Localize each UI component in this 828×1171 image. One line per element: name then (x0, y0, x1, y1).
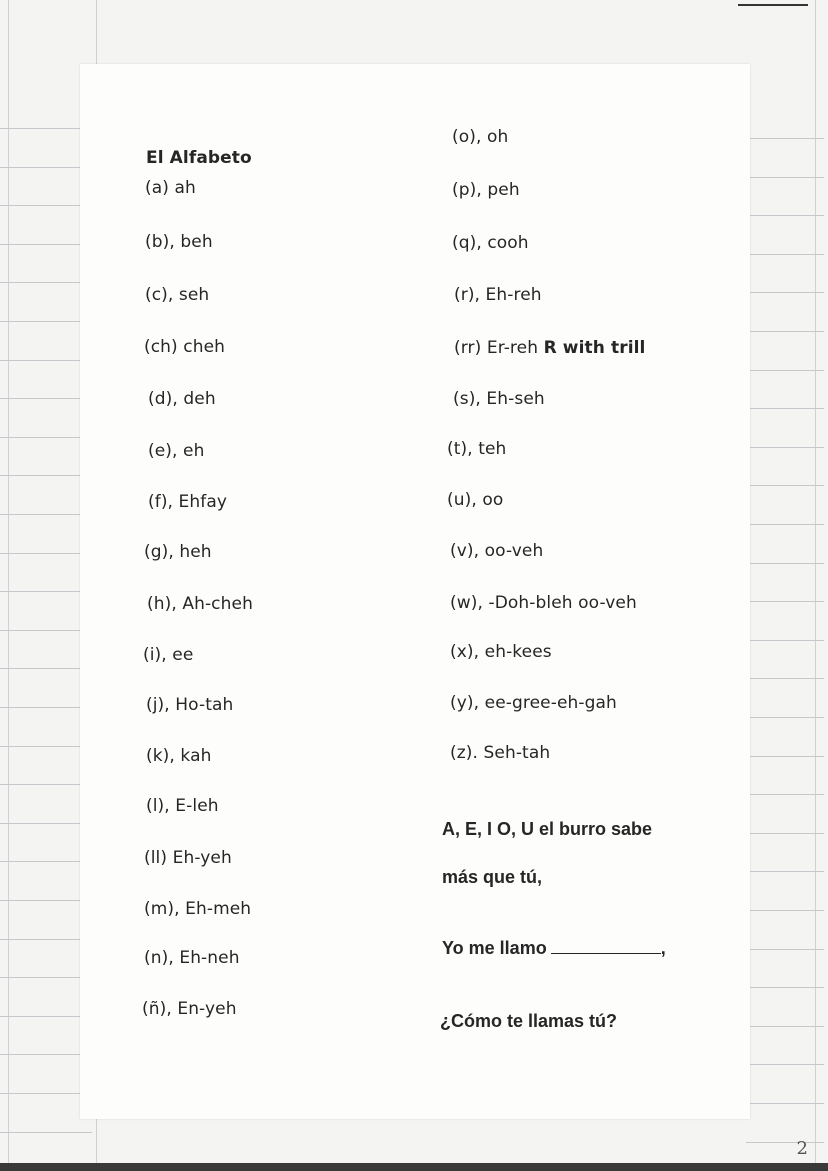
ruled-line-right (746, 717, 824, 718)
letter-d: (d), deh (148, 389, 216, 409)
ruled-line-right (746, 987, 824, 988)
ruled-line-right (746, 524, 824, 525)
letter-l: (l), E-leh (146, 796, 219, 816)
name-prompt-line (442, 938, 666, 959)
ruled-line-right (746, 910, 824, 911)
binder-edge (815, 0, 816, 1171)
letter-c: (c), seh (145, 285, 210, 305)
letter-w: (w), -Doh-bleh oo-veh (450, 593, 637, 613)
ruled-line-right (746, 1026, 824, 1027)
ruled-line-right (746, 408, 824, 409)
scan-bottom-edge (0, 1163, 828, 1171)
letter-t: (t), teh (447, 439, 507, 459)
document-title: El Alfabeto (146, 148, 252, 168)
ruled-line-right (746, 563, 824, 564)
ruled-line-left (0, 591, 92, 592)
ruled-line-right (746, 1064, 824, 1065)
ruled-line-left (0, 784, 92, 785)
ruled-line-left (0, 977, 92, 978)
ruled-line-right (746, 1103, 824, 1104)
ruled-line-left (0, 360, 92, 361)
ruled-line-left (0, 321, 92, 322)
ruled-line-left (0, 861, 92, 862)
ruled-line-right (746, 756, 824, 757)
letter-ll: (ll) Eh-yeh (144, 848, 232, 868)
letter-o: (o), oh (452, 127, 509, 147)
ruled-line-left (0, 1093, 92, 1094)
name-prompt: Yo me llamo (442, 938, 547, 958)
ruled-line-left (0, 282, 92, 283)
ruled-line-right (746, 331, 824, 332)
ruled-line-right (746, 138, 824, 139)
ruled-line-right (746, 794, 824, 795)
top-mark (738, 4, 808, 6)
ruled-line-right (746, 485, 824, 486)
ruled-line-left (0, 707, 92, 708)
letter-k: (k), kah (146, 746, 212, 766)
letter-a: (a) ah (145, 178, 196, 198)
letter-i: (i), ee (143, 645, 194, 665)
ruled-line-left (0, 475, 92, 476)
ruled-line-right (746, 370, 824, 371)
ruled-line-right (746, 871, 824, 872)
ruled-line-left (0, 939, 92, 940)
letter-rr (454, 338, 645, 358)
page-number: 2 (796, 1138, 808, 1159)
ruled-line-left (0, 244, 92, 245)
name-blank-comma: , (660, 938, 666, 958)
ruled-line-left (0, 1016, 92, 1017)
letter-rr-text: (rr) Er-reh (454, 338, 539, 358)
letter-r: (r), Eh-reh (454, 285, 542, 305)
letter-z: (z). Seh-tah (450, 743, 551, 763)
ruled-line-left (0, 128, 92, 129)
name-blank-line[interactable] (551, 939, 661, 954)
letter-n: (n), Eh-neh (144, 948, 240, 968)
ruled-line-right (746, 292, 824, 293)
question-line: ¿Cómo te llamas tú? (440, 1011, 618, 1031)
letter-e: (e), eh (148, 441, 205, 461)
rhyme-line-1: A, E, I O, U el burro sabe (442, 819, 653, 839)
ruled-line-right (746, 949, 824, 950)
ruled-line-left (0, 167, 92, 168)
ruled-line-left (0, 668, 92, 669)
letter-s: (s), Eh-seh (453, 389, 545, 409)
ruled-line-left (0, 398, 92, 399)
rhyme-line-2: más que tú, (442, 867, 543, 887)
worksheet-page (80, 64, 750, 1119)
ruled-line-left (0, 205, 92, 206)
letter-q: (q), cooh (452, 233, 529, 253)
letter-f: (f), Ehfay (148, 492, 228, 512)
letter-v: (v), oo-veh (450, 541, 544, 561)
ruled-line-right (746, 215, 824, 216)
letter-j: (j), Ho-tah (146, 695, 234, 715)
ruled-line-left (0, 514, 92, 515)
ruled-line-right (746, 833, 824, 834)
ruled-line-right (746, 640, 824, 641)
letter-y: (y), ee-gree-eh-gah (450, 693, 617, 713)
letter-p: (p), peh (452, 180, 520, 200)
letter-ch: (ch) cheh (144, 337, 226, 357)
ruled-line-right (746, 678, 824, 679)
ruled-line-right (746, 177, 824, 178)
letter-m: (m), Eh-meh (144, 899, 252, 919)
letter-g: (g), heh (144, 542, 212, 562)
ruled-line-left (0, 900, 92, 901)
binder-edge (8, 0, 9, 1171)
letter-x: (x), eh-kees (450, 642, 552, 662)
ruled-line-left (0, 1054, 92, 1055)
ruled-line-left (0, 823, 92, 824)
ruled-line-right (746, 447, 824, 448)
ruled-line-left (0, 746, 92, 747)
ruled-line-right (746, 254, 824, 255)
ruled-line-left (0, 437, 92, 438)
ruled-line-right (746, 601, 824, 602)
letter-b: (b), beh (145, 232, 213, 252)
ruled-line-left (0, 1132, 92, 1133)
ruled-line-right (746, 1142, 824, 1143)
letter-h: (h), Ah-cheh (147, 594, 253, 614)
ruled-line-left (0, 630, 92, 631)
ruled-line-left (0, 553, 92, 554)
letter-enye: (ñ), En-yeh (142, 999, 237, 1019)
letter-u: (u), oo (447, 490, 504, 510)
rr-trill-note: R with trill (543, 338, 646, 358)
